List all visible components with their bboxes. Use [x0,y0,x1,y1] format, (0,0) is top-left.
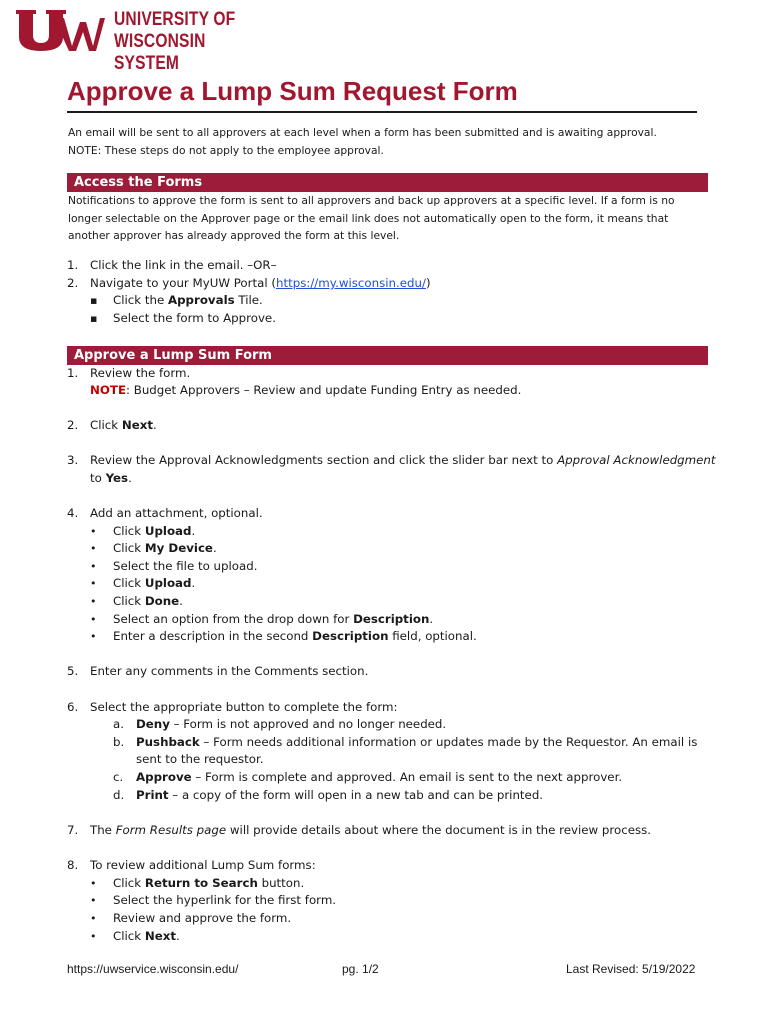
section-heading-access-forms: Access the Forms [67,173,708,192]
myuw-portal-link[interactable]: https://my.wisconsin.edu/ [276,276,426,290]
bullet-icon: • [90,525,97,538]
list-text: Select the form to Approve. [113,311,276,325]
list-number: 1. [67,258,79,272]
square-bullet-icon: ▪ [90,294,98,307]
bullet-icon: • [90,930,97,943]
list-text: Click the Approvals Tile. [113,293,263,307]
bullet-icon: • [90,912,97,925]
square-bullet-icon: ▪ [90,312,98,325]
bullet-icon: • [90,560,97,573]
footer-url: https://uwservice.wisconsin.edu/ [67,962,239,976]
bullet-icon: • [90,630,97,643]
footer-last-revised: Last Revised: 5/19/2022 [566,962,696,976]
logo-line-1: UNIVERSITY OF [114,9,236,30]
bullet-icon: • [90,542,97,555]
intro-note: NOTE: These steps do not apply to the employee approval. [68,144,384,157]
title-divider [67,111,697,113]
bullet-icon: • [90,894,97,907]
access-forms-paragraph: Notifications to approve the form is sent to all approvers and back up approvers at a specific level. If a form is no longer selectable on the Approver page or the email link does not automatically open to the form, it means that another approver has already approved the form at this level. [68,194,675,242]
footer-page-number: pg. 1/2 [342,962,379,976]
page-title: Approve a Lump Sum Request Form [67,76,518,106]
logo-line-2: WISCONSIN SYSTEM [114,31,206,74]
logo-wordmark [114,9,237,75]
uw-system-logo [14,8,264,74]
section-heading-approve-form: Approve a Lump Sum Form [67,346,708,365]
bullet-icon: • [90,577,97,590]
list-number: 2. [67,276,79,290]
bullet-icon: • [90,877,97,890]
intro-line-1: An email will be sent to all approvers at each level when a form has been submitted and is awaiting approval. [68,126,657,139]
intro-text [68,124,708,160]
list-text: Navigate to your MyUW Portal (https://my.wisconsin.edu/) [90,276,431,290]
bullet-icon: • [90,595,97,608]
bullet-icon: • [90,613,97,626]
list-text: Click the link in the email. –OR– [90,258,277,272]
note-label: NOTE [90,383,127,397]
uw-logo-icon [14,8,106,52]
